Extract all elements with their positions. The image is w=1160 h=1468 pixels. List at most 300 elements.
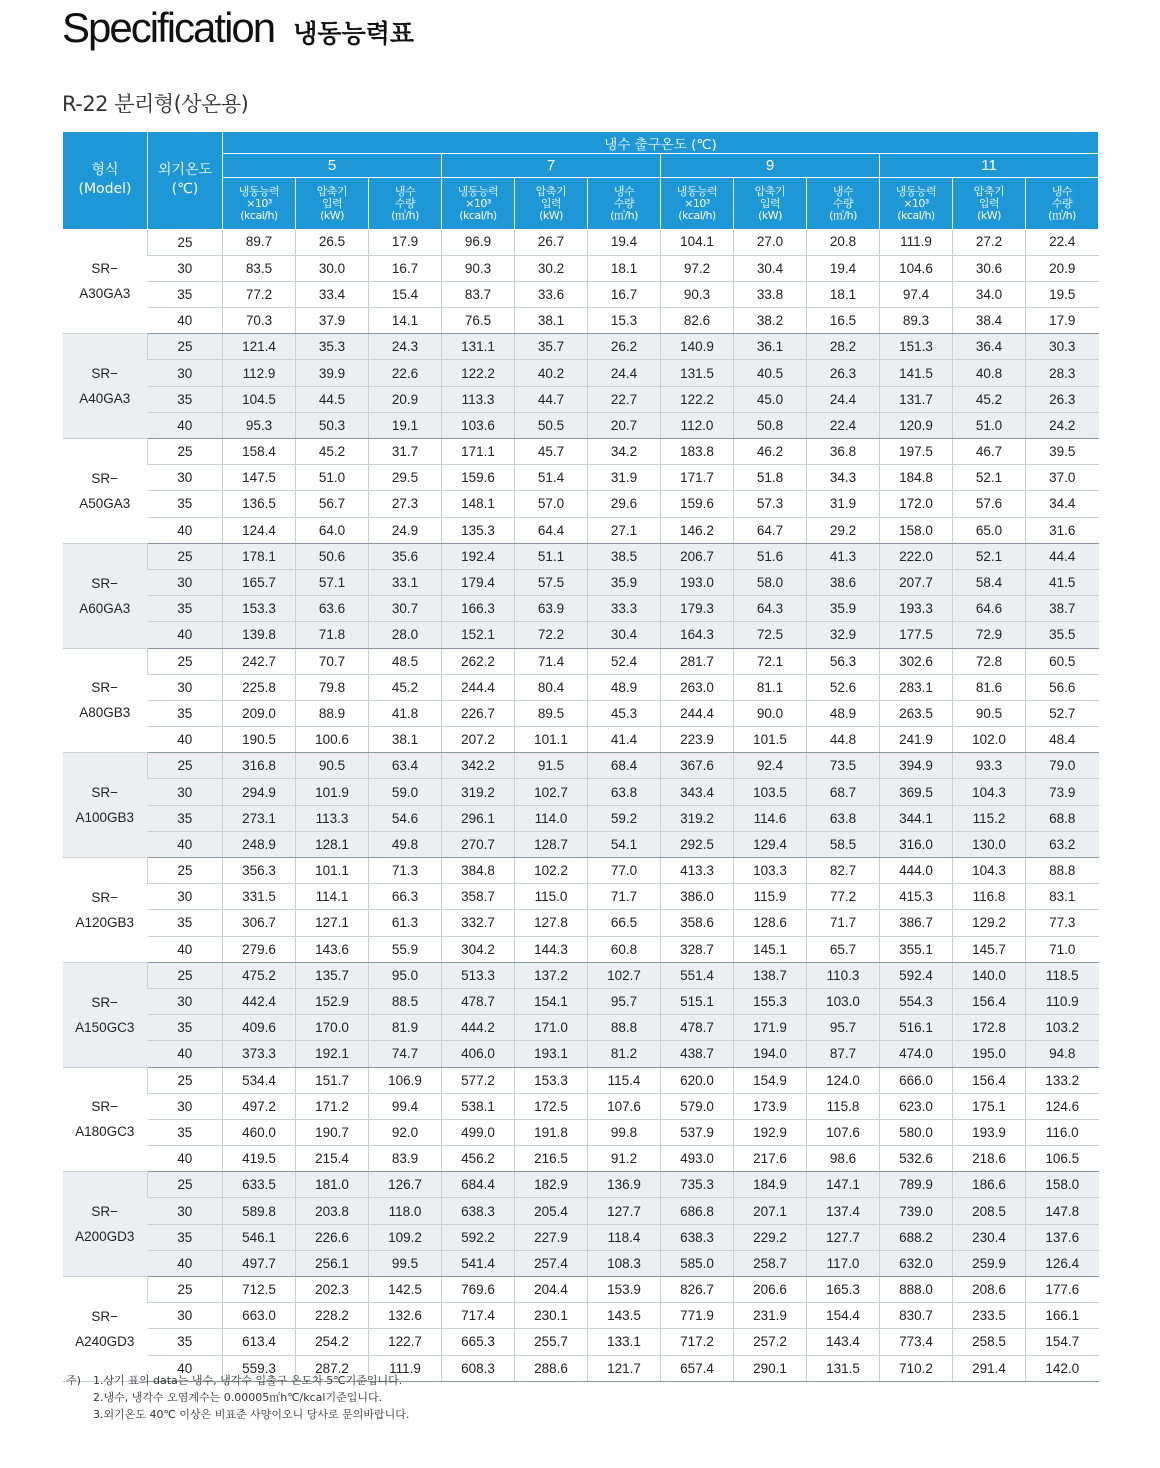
data-cell: 48.5 (369, 648, 442, 674)
ambient-temp-cell: 40 (148, 936, 223, 962)
data-cell: 48.9 (807, 700, 880, 726)
ambient-temp-cell: 40 (148, 831, 223, 857)
data-cell: 72.5 (734, 622, 807, 648)
data-cell: 438.7 (661, 1041, 734, 1067)
data-cell: 131.5 (807, 1355, 880, 1381)
data-cell: 58.0 (734, 569, 807, 595)
data-cell: 343.4 (661, 779, 734, 805)
ambient-temp-cell: 35 (148, 1224, 223, 1250)
data-cell: 546.1 (223, 1224, 296, 1250)
table-row (63, 308, 1099, 334)
data-cell: 107.6 (588, 1093, 661, 1119)
data-cell: 228.2 (296, 1303, 369, 1329)
data-cell: 64.0 (296, 517, 369, 543)
data-cell: 100.6 (296, 727, 369, 753)
data-cell: 193.9 (953, 1119, 1026, 1145)
data-cell: 44.8 (807, 727, 880, 753)
ambient-temp-cell: 35 (148, 910, 223, 936)
data-cell: 81.2 (588, 1041, 661, 1067)
ambient-temp-cell: 35 (148, 700, 223, 726)
data-cell: 208.5 (953, 1198, 1026, 1224)
data-cell: 205.4 (515, 1198, 588, 1224)
data-cell: 34.2 (588, 439, 661, 465)
data-cell: 367.6 (661, 753, 734, 779)
data-cell: 207.2 (442, 727, 515, 753)
data-cell: 37.0 (1026, 465, 1099, 491)
sub-header-cell (807, 178, 880, 230)
ambient-temp-cell: 30 (148, 884, 223, 910)
table-row (63, 622, 1099, 648)
data-cell: 24.4 (807, 386, 880, 412)
sub-header-line: 냉동능력 (457, 184, 499, 198)
data-cell: 110.9 (1026, 988, 1099, 1014)
data-cell: 226.6 (296, 1224, 369, 1250)
data-cell: 306.7 (223, 910, 296, 936)
table-row (63, 805, 1099, 831)
data-cell: 59.0 (369, 779, 442, 805)
data-cell: 98.6 (807, 1146, 880, 1172)
data-cell: 56.3 (807, 648, 880, 674)
data-cell: 27.2 (953, 229, 1026, 255)
data-cell: 83.9 (369, 1146, 442, 1172)
data-cell: 45.2 (369, 674, 442, 700)
data-cell: 580.0 (880, 1119, 953, 1145)
data-cell: 281.7 (661, 648, 734, 674)
data-cell: 95.3 (223, 412, 296, 438)
data-cell: 14.1 (369, 308, 442, 334)
data-cell: 152.9 (296, 988, 369, 1014)
data-cell: 106.5 (1026, 1146, 1099, 1172)
data-cell: 27.3 (369, 491, 442, 517)
data-cell: 90.0 (734, 700, 807, 726)
data-cell: 215.4 (296, 1146, 369, 1172)
page-title-korean: 냉동능력표 (293, 19, 415, 48)
table-row (63, 1224, 1099, 1250)
data-cell: 159.6 (442, 465, 515, 491)
table-row (63, 412, 1099, 438)
sub-header-line: 압축기 (754, 184, 786, 198)
data-cell: 207.7 (880, 569, 953, 595)
model-name-line: SR− (91, 261, 119, 277)
ambient-temp-cell: 25 (148, 334, 223, 360)
sub-header-cell (442, 178, 515, 230)
ambient-temp-cell: 35 (148, 805, 223, 831)
data-cell: 107.6 (807, 1119, 880, 1145)
model-group (63, 962, 1099, 1067)
ambient-temp-cell: 25 (148, 753, 223, 779)
sub-header-line: 냉동능력 (895, 184, 937, 198)
data-cell: 127.1 (296, 910, 369, 936)
data-cell: 71.3 (369, 858, 442, 884)
sub-header-line: (kcal/h) (459, 208, 497, 222)
data-cell: 57.1 (296, 569, 369, 595)
data-cell: 248.9 (223, 831, 296, 857)
model-name-line: SR− (91, 1204, 119, 1220)
data-cell: 22.7 (588, 386, 661, 412)
data-cell: 302.6 (880, 648, 953, 674)
model-name-cell (63, 753, 148, 858)
data-cell: 24.4 (588, 360, 661, 386)
data-cell: 122.2 (442, 360, 515, 386)
data-cell: 88.5 (369, 988, 442, 1014)
data-cell: 190.7 (296, 1119, 369, 1145)
data-cell: 106.9 (369, 1067, 442, 1093)
ambient-temp-cell: 25 (148, 1277, 223, 1303)
data-cell: 51.1 (515, 543, 588, 569)
data-cell: 118.5 (1026, 962, 1099, 988)
table-row (63, 360, 1099, 386)
data-cell: 55.9 (369, 936, 442, 962)
data-cell: 28.3 (1026, 360, 1099, 386)
data-cell: 657.4 (661, 1355, 734, 1381)
data-cell: 115.4 (588, 1067, 661, 1093)
data-cell: 102.2 (515, 858, 588, 884)
data-cell: 20.8 (807, 229, 880, 255)
ambient-temp-cell: 25 (148, 543, 223, 569)
data-cell: 109.2 (369, 1224, 442, 1250)
data-cell: 30.2 (515, 255, 588, 281)
sub-header-line: 수량 (832, 196, 854, 210)
data-cell: 38.7 (1026, 596, 1099, 622)
refrigeration-capacity-table (62, 131, 1099, 1382)
data-cell: 39.9 (296, 360, 369, 386)
data-cell: 101.1 (296, 858, 369, 884)
data-cell: 207.1 (734, 1198, 807, 1224)
data-cell: 154.1 (515, 988, 588, 1014)
data-cell: 154.9 (734, 1067, 807, 1093)
data-cell: 122.7 (369, 1329, 442, 1355)
table-row (63, 1146, 1099, 1172)
data-cell: 81.1 (734, 674, 807, 700)
data-cell: 143.5 (588, 1303, 661, 1329)
ambient-temp-cell: 40 (148, 727, 223, 753)
data-cell: 89.7 (223, 229, 296, 255)
table-row (63, 988, 1099, 1014)
data-cell: 97.2 (661, 255, 734, 281)
table-row (63, 439, 1099, 465)
table-row (63, 596, 1099, 622)
model-name-line: A30GA3 (79, 286, 131, 302)
data-cell: 129.2 (953, 910, 1026, 936)
data-cell: 66.5 (588, 910, 661, 936)
sub-header-line: (kW) (539, 208, 563, 222)
ambient-temp-cell: 35 (148, 281, 223, 307)
data-cell: 143.6 (296, 936, 369, 962)
ambient-temp-cell: 30 (148, 1093, 223, 1119)
table-row (63, 229, 1099, 255)
ambient-header-line: (℃) (171, 181, 199, 198)
ambient-temp-cell: 35 (148, 1015, 223, 1041)
data-cell: 35.3 (296, 334, 369, 360)
data-cell: 60.8 (588, 936, 661, 962)
data-cell: 216.5 (515, 1146, 588, 1172)
data-cell: 88.9 (296, 700, 369, 726)
data-cell: 28.0 (369, 622, 442, 648)
data-cell: 17.9 (1026, 308, 1099, 334)
model-name-line: A240GD3 (75, 1333, 135, 1349)
data-cell: 66.3 (369, 884, 442, 910)
data-cell: 255.7 (515, 1329, 588, 1355)
data-cell: 29.2 (807, 517, 880, 543)
data-cell: 121.7 (588, 1355, 661, 1381)
data-cell: 102.7 (515, 779, 588, 805)
data-cell: 33.1 (369, 569, 442, 595)
data-cell: 127.8 (515, 910, 588, 936)
data-cell: 45.2 (296, 439, 369, 465)
sub-header-cell (734, 178, 807, 230)
sub-header-line: 냉동능력 (238, 184, 280, 198)
data-cell: 73.5 (807, 753, 880, 779)
data-cell: 34.0 (953, 281, 1026, 307)
sub-header-line: (kcal/h) (240, 208, 278, 222)
data-cell: 130.0 (953, 831, 1026, 857)
data-cell: 688.2 (880, 1224, 953, 1250)
data-cell: 114.6 (734, 805, 807, 831)
sub-header-line: 냉수 (1051, 184, 1073, 198)
data-cell: 24.3 (369, 334, 442, 360)
data-cell: 665.3 (442, 1329, 515, 1355)
data-cell: 104.3 (953, 858, 1026, 884)
ambient-header-line: 외기온도 (157, 162, 213, 179)
ambient-temp-cell: 40 (148, 1041, 223, 1067)
data-cell: 38.6 (807, 569, 880, 595)
ambient-temp-cell: 40 (148, 412, 223, 438)
data-cell: 45.0 (734, 386, 807, 412)
data-cell: 223.9 (661, 727, 734, 753)
sub-header-cell (953, 178, 1026, 230)
table-row (63, 1303, 1099, 1329)
data-cell: 72.9 (953, 622, 1026, 648)
model-name-cell (63, 1067, 148, 1172)
data-cell: 132.6 (369, 1303, 442, 1329)
data-cell: 386.7 (880, 910, 953, 936)
table-row (63, 1119, 1099, 1145)
data-cell: 789.9 (880, 1172, 953, 1198)
data-cell: 128.7 (515, 831, 588, 857)
data-cell: 57.5 (515, 569, 588, 595)
data-cell: 77.3 (1026, 910, 1099, 936)
data-cell: 103.2 (1026, 1015, 1099, 1041)
data-cell: 63.8 (588, 779, 661, 805)
data-cell: 31.9 (807, 491, 880, 517)
data-cell: 52.7 (1026, 700, 1099, 726)
data-cell: 170.0 (296, 1015, 369, 1041)
table-row (63, 543, 1099, 569)
data-cell: 33.4 (296, 281, 369, 307)
data-cell: 142.5 (369, 1277, 442, 1303)
data-cell: 35.6 (369, 543, 442, 569)
sub-header-line: 냉동능력 (676, 184, 718, 198)
table-row (63, 1250, 1099, 1276)
data-cell: 773.4 (880, 1329, 953, 1355)
data-cell: 263.5 (880, 700, 953, 726)
data-cell: 413.3 (661, 858, 734, 884)
data-cell: 165.3 (807, 1277, 880, 1303)
data-cell: 608.3 (442, 1355, 515, 1381)
data-cell: 158.0 (1026, 1172, 1099, 1198)
model-name-line: A40GA3 (79, 391, 131, 407)
data-cell: 537.9 (661, 1119, 734, 1145)
data-cell: 17.9 (369, 229, 442, 255)
sub-header-line: (㎥/h) (1048, 208, 1076, 222)
data-cell: 56.6 (1026, 674, 1099, 700)
model-name-cell (63, 1172, 148, 1277)
data-cell: 592.4 (880, 962, 953, 988)
ambient-temp-column-header (148, 132, 223, 230)
data-cell: 15.3 (588, 308, 661, 334)
data-cell: 115.9 (734, 884, 807, 910)
data-cell: 166.1 (1026, 1303, 1099, 1329)
model-group (63, 858, 1099, 963)
data-cell: 41.8 (369, 700, 442, 726)
ambient-temp-cell: 35 (148, 1119, 223, 1145)
data-cell: 95.7 (807, 1015, 880, 1041)
ambient-temp-cell: 30 (148, 1198, 223, 1224)
table-row (63, 386, 1099, 412)
data-cell: 41.5 (1026, 569, 1099, 595)
data-cell: 166.3 (442, 596, 515, 622)
data-cell: 103.0 (807, 988, 880, 1014)
table-row (63, 1067, 1099, 1093)
footnote-lines (93, 1372, 409, 1423)
data-cell: 156.4 (953, 1067, 1026, 1093)
data-cell: 225.8 (223, 674, 296, 700)
data-cell: 177.5 (880, 622, 953, 648)
data-cell: 146.2 (661, 517, 734, 543)
data-cell: 63.6 (296, 596, 369, 622)
data-cell: 28.2 (807, 334, 880, 360)
data-cell: 19.5 (1026, 281, 1099, 307)
data-cell: 113.3 (296, 805, 369, 831)
data-cell: 304.2 (442, 936, 515, 962)
data-cell: 230.4 (953, 1224, 1026, 1250)
data-cell: 206.7 (661, 543, 734, 569)
data-cell: 145.7 (953, 936, 1026, 962)
data-cell: 35.5 (1026, 622, 1099, 648)
table-row (63, 1041, 1099, 1067)
data-cell: 830.7 (880, 1303, 953, 1329)
data-cell: 493.0 (661, 1146, 734, 1172)
data-cell: 95.7 (588, 988, 661, 1014)
data-cell: 356.3 (223, 858, 296, 884)
data-cell: 242.7 (223, 648, 296, 674)
data-cell: 154.4 (807, 1303, 880, 1329)
model-group (63, 334, 1099, 439)
table-row (63, 491, 1099, 517)
data-cell: 29.5 (369, 465, 442, 491)
sub-header-cell (588, 178, 661, 230)
table-row (63, 831, 1099, 857)
data-cell: 328.7 (661, 936, 734, 962)
data-cell: 139.8 (223, 622, 296, 648)
data-cell: 68.8 (1026, 805, 1099, 831)
data-cell: 73.9 (1026, 779, 1099, 805)
data-cell: 48.4 (1026, 727, 1099, 753)
data-cell: 136.9 (588, 1172, 661, 1198)
model-name-line: A100GB3 (75, 810, 135, 826)
data-cell: 140.9 (661, 334, 734, 360)
data-cell: 129.4 (734, 831, 807, 857)
data-cell: 192.9 (734, 1119, 807, 1145)
model-group (63, 543, 1099, 648)
data-cell: 128.6 (734, 910, 807, 936)
data-cell: 77.2 (807, 884, 880, 910)
data-cell: 18.1 (588, 255, 661, 281)
model-group (63, 1172, 1099, 1277)
data-cell: 355.1 (880, 936, 953, 962)
data-cell: 48.9 (588, 674, 661, 700)
data-cell: 115.2 (953, 805, 1026, 831)
data-cell: 63.9 (515, 596, 588, 622)
data-cell: 36.4 (953, 334, 1026, 360)
data-cell: 41.3 (807, 543, 880, 569)
data-cell: 585.0 (661, 1250, 734, 1276)
data-cell: 244.4 (661, 700, 734, 726)
model-name-line: A60GA3 (79, 600, 131, 616)
data-cell: 26.2 (588, 334, 661, 360)
data-cell: 57.3 (734, 491, 807, 517)
data-cell: 296.1 (442, 805, 515, 831)
data-cell: 83.5 (223, 255, 296, 281)
data-cell: 82.6 (661, 308, 734, 334)
data-cell: 20.7 (588, 412, 661, 438)
data-cell: 102.0 (953, 727, 1026, 753)
data-cell: 460.0 (223, 1119, 296, 1145)
data-cell: 262.2 (442, 648, 515, 674)
data-cell: 229.2 (734, 1224, 807, 1250)
data-cell: 230.1 (515, 1303, 588, 1329)
data-cell: 104.1 (661, 229, 734, 255)
table-row (63, 1093, 1099, 1119)
model-name-cell (63, 543, 148, 648)
data-cell: 93.3 (953, 753, 1026, 779)
data-cell: 101.1 (515, 727, 588, 753)
outlet-temp-value: 9 (661, 154, 880, 178)
data-cell: 241.9 (880, 727, 953, 753)
table-row (63, 517, 1099, 543)
data-cell: 532.6 (880, 1146, 953, 1172)
data-cell: 83.1 (1026, 884, 1099, 910)
data-cell: 735.3 (661, 1172, 734, 1198)
sub-header-line: (kcal/h) (678, 208, 716, 222)
data-cell: 38.4 (953, 308, 1026, 334)
table-row (63, 1277, 1099, 1303)
data-cell: 79.0 (1026, 753, 1099, 779)
data-cell: 133.2 (1026, 1067, 1099, 1093)
data-cell: 51.8 (734, 465, 807, 491)
data-cell: 319.2 (442, 779, 515, 805)
model-group (63, 648, 1099, 753)
sub-header-line: ×10³ (465, 196, 491, 210)
data-cell: 116.0 (1026, 1119, 1099, 1145)
data-cell: 33.6 (515, 281, 588, 307)
data-cell: 50.3 (296, 412, 369, 438)
data-cell: 158.4 (223, 439, 296, 465)
data-cell: 270.7 (442, 831, 515, 857)
sub-header-line: 입력 (321, 196, 343, 210)
data-cell: 358.6 (661, 910, 734, 936)
data-cell: 56.7 (296, 491, 369, 517)
data-cell: 41.4 (588, 727, 661, 753)
sub-header-line: (kW) (758, 208, 782, 222)
data-cell: 244.4 (442, 674, 515, 700)
data-cell: 513.3 (442, 962, 515, 988)
sub-header-line: (kcal/h) (897, 208, 935, 222)
sub-header-cell (1026, 178, 1099, 230)
data-cell: 538.1 (442, 1093, 515, 1119)
data-cell: 77.0 (588, 858, 661, 884)
table-row (63, 936, 1099, 962)
